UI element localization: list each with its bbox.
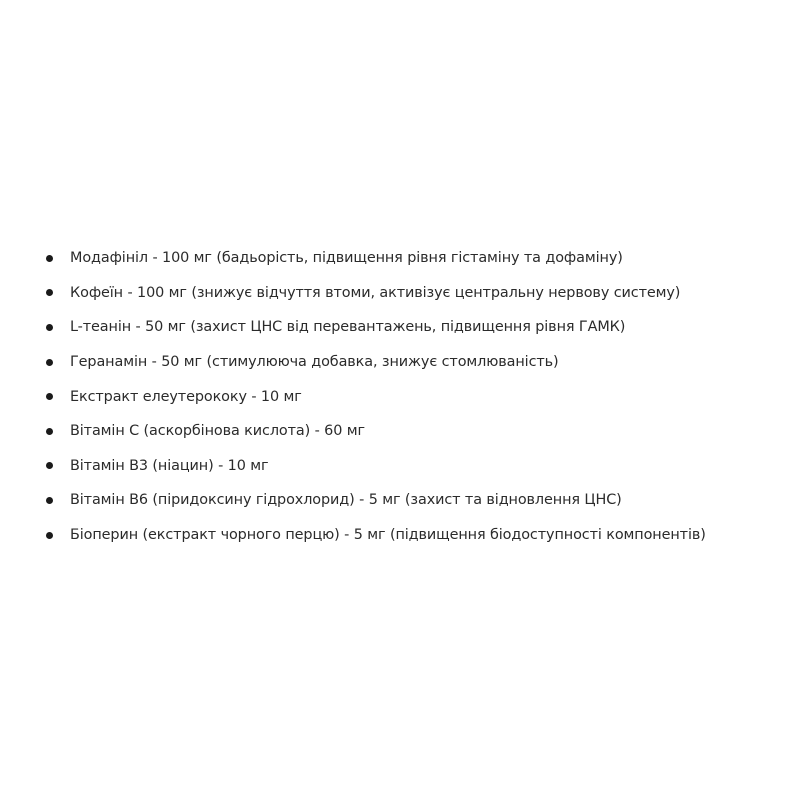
list-item — [42, 379, 794, 414]
list-item-text: Кофеїн - 100 мг (знижує відчуття втоми, активізує центральну нервову систему) — [70, 284, 681, 301]
list-item-text: Екстракт елеутерококу - 10 мг — [70, 388, 302, 405]
list-item-text: L-теанін - 50 мг (захист ЦНС від перевантажень, підвищення рівня ГАМК) — [70, 319, 626, 336]
list-item-text: Вітамін В3 (ніацин) - 10 мг — [70, 457, 269, 474]
list-item — [42, 414, 794, 449]
list-item-text: Біоперин (екстракт чорного перцю) - 5 мг (підвищення біодоступності компонентів) — [70, 527, 706, 544]
ingredient-list — [42, 241, 794, 552]
bullet-icon — [46, 428, 53, 435]
bullet-icon — [46, 359, 53, 366]
list-item — [42, 483, 794, 518]
bullet-icon — [46, 324, 53, 331]
list-item-text: Вітамін С (аскорбінова кислота) - 60 мг — [70, 423, 365, 440]
list-item-text: Вітамін В6 (піридоксину гідрохлорид) - 5 мг (захист та відновлення ЦНС) — [70, 492, 622, 509]
list-item-text: Модафініл - 100 мг (бадьорість, підвищення рівня гістаміну та дофаміну) — [70, 250, 623, 267]
bullet-icon — [46, 497, 53, 504]
list-item — [42, 449, 794, 484]
list-item — [42, 518, 794, 553]
bullet-icon — [46, 255, 53, 262]
bullet-icon — [46, 462, 53, 469]
bullet-icon — [46, 393, 53, 400]
list-item — [42, 241, 794, 276]
list-item — [42, 276, 794, 311]
bullet-icon — [46, 289, 53, 296]
list-item — [42, 345, 794, 380]
list-item — [42, 310, 794, 345]
list-item-text: Геранамін - 50 мг (стимулююча добавка, знижує стомлюваність) — [70, 354, 559, 371]
bullet-icon — [46, 532, 53, 539]
